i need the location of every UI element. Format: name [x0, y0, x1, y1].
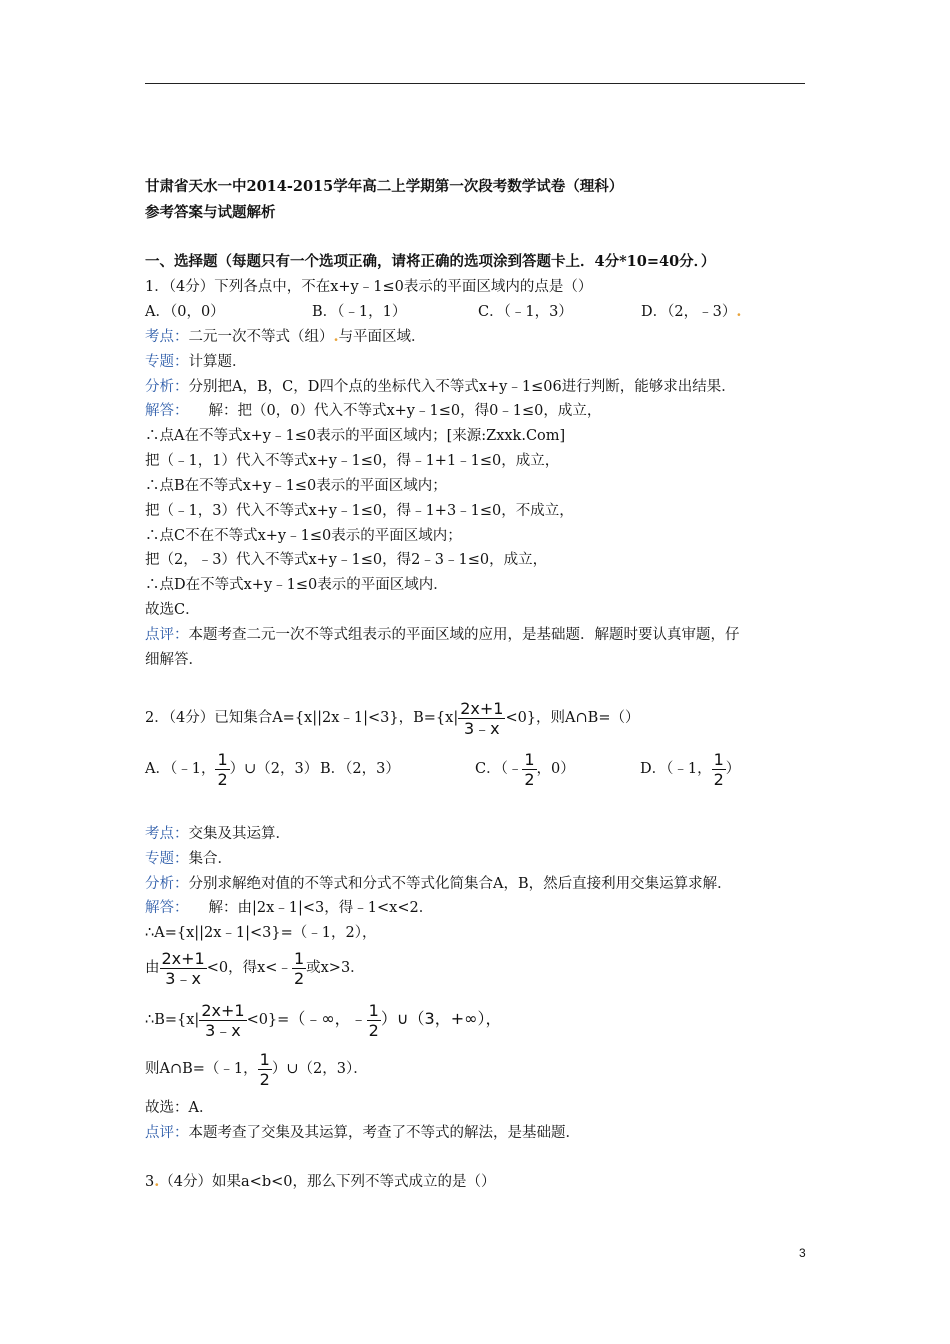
- orange-dot-mark: .: [333, 328, 339, 345]
- fraction-denominator: 2: [524, 769, 535, 789]
- document-title: 甘肃省天水一中2014-2015学年高二上学期第一次段考数学试卷（理科）: [145, 178, 624, 195]
- fraction-denominator: 2: [259, 1069, 270, 1089]
- q1-dianping: [145, 625, 740, 645]
- fraction-denominator: 3﹣x: [165, 968, 201, 988]
- jieda-label: 解答：: [145, 403, 189, 419]
- document-subtitle: 参考答案与试题解析: [145, 204, 276, 221]
- q2-fenxi-text: 分别求解绝对值的不等式和分式不等式化简集合A，B，然后直接利用交集运算求解．: [188, 876, 732, 892]
- q2-kaodian: [145, 824, 290, 844]
- q2-line-b-tail: 或x>3．: [306, 960, 365, 976]
- q2-line-b-prefix: 由: [145, 960, 160, 976]
- q2-option-b: B．（2，3）: [320, 761, 400, 777]
- q2-line-b-mid: <0，得x<﹣: [206, 960, 292, 976]
- fraction-numerator: 1: [217, 749, 228, 769]
- q2-option-d-text: D．（﹣1，: [640, 761, 712, 777]
- q1-solution-line: 把（2，﹣3）代入不等式x+y﹣1≤0，得2﹣3﹣1≤0，成立，: [145, 552, 548, 568]
- q1-zhuanti-text: 计算题．: [188, 354, 247, 370]
- q2-option-d-tail: ）: [725, 761, 741, 777]
- q2-option-a-text: A．（﹣1，: [145, 761, 216, 777]
- fraction-numerator: 1: [293, 948, 305, 968]
- fraction: [160, 949, 207, 988]
- q2-stem-a: 2．（4分）已知集合A={x||2x﹣1|<3}，B={x|: [145, 710, 459, 726]
- q2-dianping-text: 本题考查了交集及其运算，考查了不等式的解法，是基础题．: [188, 1125, 580, 1141]
- q1-kaodian-text-a: 二元一次不等式（组）: [188, 329, 334, 345]
- q1-solution-line: ∴点C不在不等式x+y﹣1≤0表示的平面区域内；: [145, 528, 462, 544]
- fraction-denominator: 2: [713, 769, 724, 789]
- kaodian-label: 考点：: [145, 826, 189, 842]
- fraction-half: [367, 1001, 381, 1040]
- q1-solution-line: ∴点D在不等式x+y﹣1≤0表示的平面区域内．: [145, 577, 448, 593]
- fraction-numerator: 2x+1: [161, 948, 205, 968]
- dianping-label: 点评：: [145, 627, 189, 643]
- q1-solution-line: ∴点B在不等式x+y﹣1≤0表示的平面区域内；: [145, 478, 447, 494]
- q1-dianping-cont: 细解答．: [145, 652, 203, 668]
- q1-zhuanti: [145, 352, 247, 372]
- q1-kaodian-text-b: 与平面区域．: [338, 329, 426, 345]
- fraction-denominator: 3﹣x: [463, 718, 500, 738]
- q2-stem: [145, 696, 639, 740]
- q2-line-c-mid: <0}=: [246, 1012, 290, 1028]
- q2-option-a: [145, 747, 318, 791]
- q2-line-c-tail: ）∪（3，+∞），: [380, 1009, 502, 1028]
- q2-line-d-prefix: 则A∩B=（﹣1，: [145, 1061, 258, 1077]
- q2-solution-line: [145, 1047, 368, 1091]
- q2-jieda: [145, 898, 433, 918]
- q2-answer: 故选：A．: [145, 1100, 214, 1116]
- q2-dianping: [145, 1123, 580, 1143]
- q1-option-d: [641, 302, 741, 322]
- q2-option-c: [475, 747, 575, 791]
- q3-number: 3: [145, 1174, 155, 1190]
- q1-fenxi: [145, 377, 736, 397]
- fraction-numerator: 1: [713, 749, 724, 769]
- q1-fenxi-text: 分别把A，B，C，D四个点的坐标代入不等式x+y﹣1≤06进行判断，能够求出结果．: [188, 379, 736, 395]
- fraction: [199, 1001, 246, 1040]
- page-number: 3: [799, 1246, 806, 1260]
- header-rule: [145, 83, 805, 84]
- zhuanti-label: 专题：: [145, 851, 189, 867]
- q2-kaodian-text: 交集及其运算．: [188, 826, 290, 842]
- q1-jieda: [145, 401, 601, 421]
- q1-dianping-text: 本题考查二元一次不等式组表示的平面区域的应用，是基础题．解题时要认真审题，仔: [188, 627, 740, 643]
- fraction-half: [522, 750, 536, 789]
- q1-jieda-text: 解：把（0，0）代入不等式x+y﹣1≤0，得0﹣1≤0，成立，: [208, 403, 602, 419]
- q2-solution-line: ∴A={x||2x﹣1|<3}=（﹣1，2），: [145, 925, 377, 941]
- fraction-numerator: 2x+1: [460, 698, 504, 718]
- q2-line-c-prefix: ∴B={x|: [145, 1012, 200, 1028]
- fraction-numerator: 1: [368, 1000, 379, 1020]
- q2-jieda-text: 解：由|2x﹣1|<3，得﹣1<x<2．: [208, 900, 434, 916]
- fraction-numerator: 1: [524, 749, 535, 769]
- q2-stem-b: <0}，则A∩B=（）: [505, 710, 640, 726]
- fraction-numerator: 2x+1: [201, 1000, 245, 1020]
- q1-solution-line: ∴点A在不等式x+y﹣1≤0表示的平面区域内；[来源:Zxxk.Com]: [145, 428, 566, 444]
- q1-option-c: C．（﹣1，3）: [478, 304, 573, 320]
- q1-stem: 1．（4分）下列各点中，不在x+y﹣1≤0表示的平面区域内的点是（）: [145, 279, 593, 295]
- fenxi-label: 分析：: [145, 876, 189, 892]
- orange-dot-mark: .: [736, 303, 742, 320]
- zhuanti-label: 专题：: [145, 354, 189, 370]
- q2-option-d: [640, 747, 740, 791]
- fraction-denominator: 2: [293, 968, 305, 988]
- q1-solution-line: 把（﹣1，1）代入不等式x+y﹣1≤0，得﹣1+1﹣1≤0，成立，: [145, 453, 560, 469]
- q2-solution-line: [145, 997, 501, 1042]
- fraction-denominator: 2: [217, 769, 228, 789]
- q2-solution-line: [145, 946, 365, 990]
- q2-line-c-interval: （﹣∞，﹣: [289, 1009, 367, 1028]
- kaodian-label: 考点：: [145, 329, 189, 345]
- q1-solution-line: 把（﹣1，3）代入不等式x+y﹣1≤0，得﹣1+3﹣1≤0，不成立，: [145, 503, 574, 519]
- q3-stem: [145, 1172, 495, 1192]
- q1-answer: 故选C．: [145, 602, 200, 618]
- orange-dot-mark: .: [154, 1173, 160, 1190]
- fraction-half: [712, 750, 726, 789]
- dianping-label: 点评：: [145, 1125, 189, 1141]
- fraction-half: [292, 949, 306, 988]
- fenxi-label: 分析：: [145, 379, 189, 395]
- fraction-denominator: 2: [368, 1020, 379, 1040]
- q2-line-d-tail: ）∪（2，3）．: [271, 1061, 368, 1077]
- fraction-denominator: 3﹣x: [205, 1020, 241, 1040]
- q2-option-a-tail: ）∪（2，3）: [229, 761, 319, 777]
- q2-option-c-text: C．（﹣: [475, 761, 523, 777]
- q2-fenxi: [145, 874, 732, 894]
- q2-zhuanti-text: 集合．: [188, 851, 232, 867]
- q1-option-d-text: D．（2，﹣3）: [641, 304, 737, 320]
- q2-option-c-tail: ，0）: [536, 761, 575, 777]
- q3-stem-text: （4分）如果a<b<0，那么下列不等式成立的是（）: [159, 1174, 496, 1190]
- section-heading: 一、选择题（每题只有一个选项正确，请将正确的选项涂到答题卡上．4分*10=40分．）: [145, 253, 716, 270]
- fraction-numerator: 1: [259, 1049, 270, 1069]
- jieda-label: 解答：: [145, 900, 189, 916]
- q1-kaodian: [145, 327, 426, 347]
- fraction-half: [215, 750, 229, 789]
- q1-option-b: B．（﹣1，1）: [312, 304, 407, 320]
- fraction: [458, 699, 505, 738]
- q2-zhuanti: [145, 849, 232, 869]
- fraction-half: [258, 1050, 272, 1089]
- q1-option-a: A．（0，0）: [145, 304, 225, 320]
